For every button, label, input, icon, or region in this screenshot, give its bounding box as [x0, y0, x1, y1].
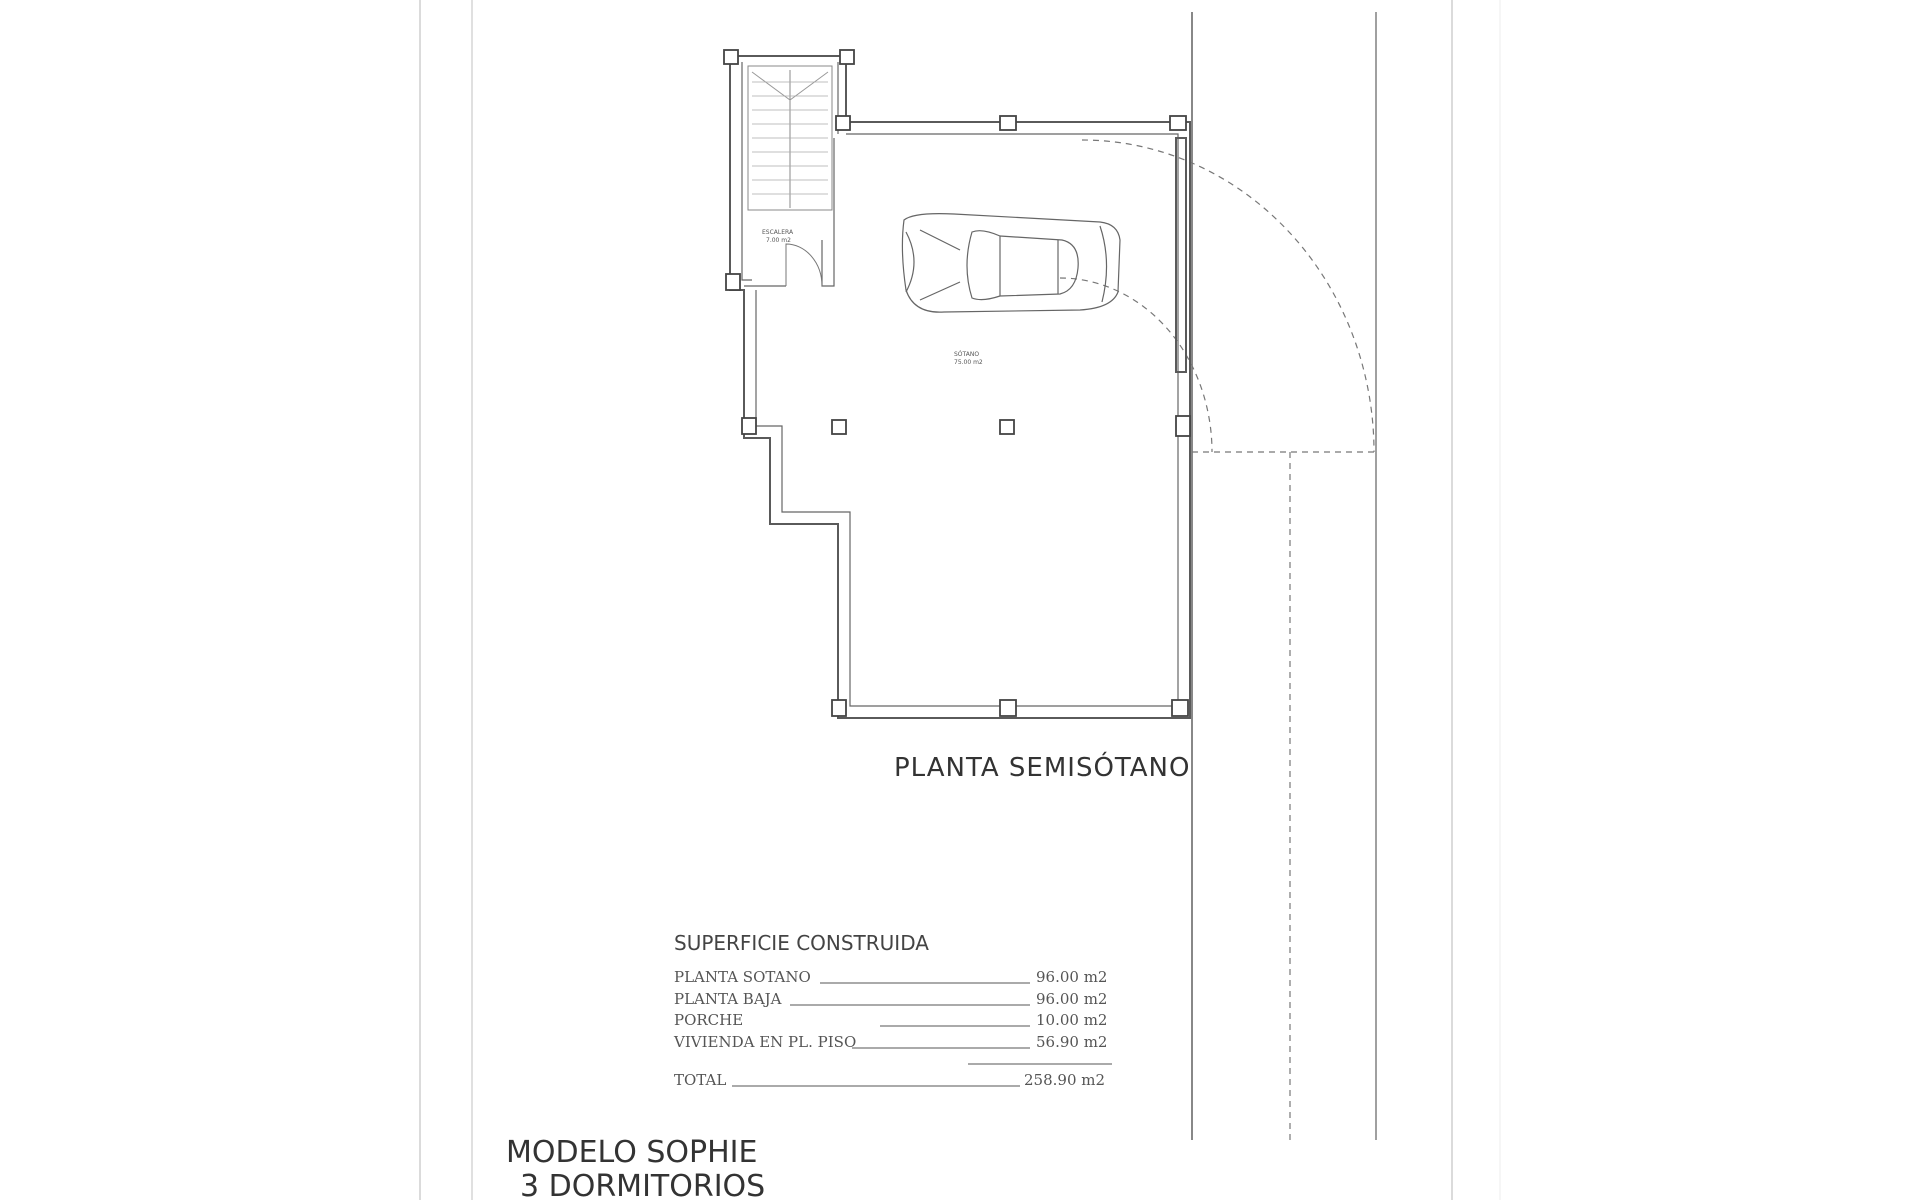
row-value-total: 258.90 m2 [1024, 1071, 1106, 1089]
sotano-label-1: SÓTANO [954, 351, 980, 358]
sotano-label-2: 75.00 m2 [954, 359, 983, 366]
row-label-baja: PLANTA BAJA [674, 990, 782, 1008]
row-value-baja: 96.00 m2 [1036, 990, 1108, 1008]
stair-icon [748, 66, 832, 210]
superficie-table [673, 931, 1112, 1089]
plot-boundary [1192, 12, 1376, 1140]
escalera-label-1: ESCALERA [762, 229, 794, 236]
room-labels [762, 229, 983, 366]
door-swing-icon [786, 244, 822, 286]
row-value-vivienda: 56.90 m2 [1036, 1033, 1108, 1051]
row-label-sotano: PLANTA SOTANO [674, 968, 811, 986]
columns [724, 50, 1190, 716]
model-rooms: 3 DORMITORIOS [520, 1169, 766, 1200]
sheet-frame [420, 0, 1500, 1200]
model-block [506, 1135, 765, 1200]
row-label-total: TOTAL [674, 1071, 727, 1089]
building-walls [730, 56, 1190, 718]
model-name: MODELO SOPHIE [506, 1135, 758, 1170]
row-value-sotano: 96.00 m2 [1036, 968, 1108, 986]
superficie-title: SUPERFICIE CONSTRUIDA [674, 931, 929, 955]
ramp-arcs [1060, 140, 1374, 452]
row-label-porche: PORCHE [674, 1011, 744, 1029]
plan-title: PLANTA SEMISÓTANO [894, 753, 1191, 783]
row-value-porche: 10.00 m2 [1036, 1011, 1108, 1029]
escalera-label-2: 7.00 m2 [766, 237, 791, 244]
row-label-vivienda: VIVIENDA EN PL. PISO [674, 1033, 857, 1051]
car-icon [902, 214, 1120, 313]
